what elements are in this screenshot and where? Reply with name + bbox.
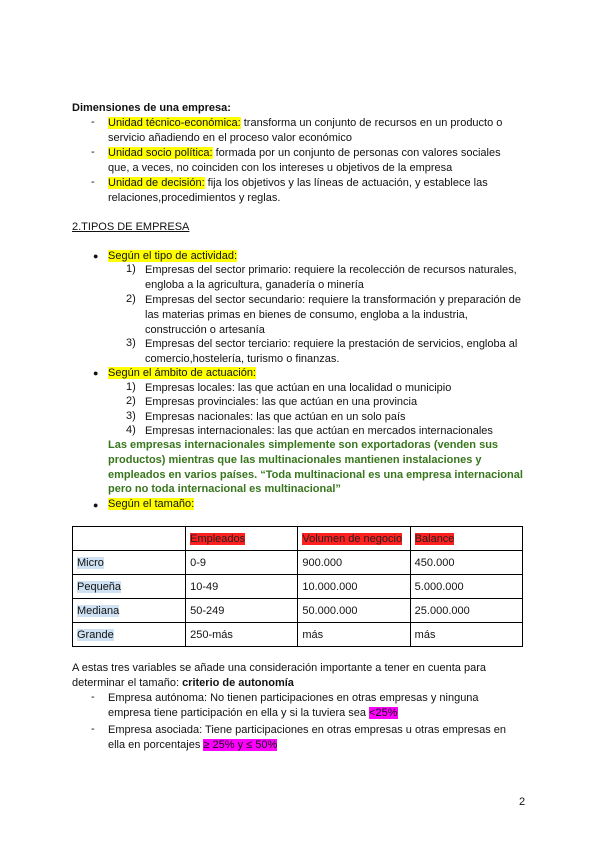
item-text: ella en porcentajes (108, 739, 204, 751)
list-item: Empresas locales: las que actúan en una localidad o municipio (145, 382, 452, 394)
header-label: Volumen de negocio (302, 532, 403, 545)
list-item: Empresas internacionales: las que actúan en mercados internacionales (145, 425, 493, 437)
row-label: Pequeña (77, 580, 122, 593)
list-item-continued (108, 706, 398, 721)
table-cell: 50.000.000 (298, 599, 410, 623)
green-note-line: pero no toda internacional es multinacional” (108, 483, 341, 495)
dash-bullet: - (91, 691, 95, 703)
list-item-continued: comercio,hostelería, turismo o finanzas. (145, 353, 340, 365)
green-note-line: Las empresas internacionales simplemente son exportadoras (venden sus (108, 439, 499, 451)
table-cell: 50-249 (186, 599, 298, 623)
table-cell: 900.000 (298, 551, 410, 575)
header-label: Empleados (190, 532, 246, 545)
list-item-continued: engloba a la agricultura, ganadería o minería (145, 279, 364, 291)
list-item: Empresa autónoma: No tienen participaciones en otras empresas y ninguna (108, 692, 479, 704)
dash-bullet: - (91, 146, 95, 158)
dash-bullet: - (91, 116, 95, 128)
table-header-cell (410, 527, 522, 551)
list-number: 3) (126, 410, 136, 422)
bullet-dot: ● (93, 368, 99, 378)
bullet-dot: ● (93, 251, 99, 261)
list-number: 3) (126, 337, 136, 349)
highlighted-term: Unidad socio política: (108, 147, 213, 159)
row-label-cell (73, 599, 186, 623)
item-text: fija los objetivos y las líneas de actuación, y establece las (204, 177, 488, 189)
list-number: 1) (126, 263, 136, 275)
paragraph-line (72, 676, 294, 691)
list-item-continued: las materias primas en bienes de consumo, engloba a la industria, (145, 309, 468, 321)
table-header-cell (298, 527, 410, 551)
table-cell: 5.000.000 (410, 575, 522, 599)
item-text-continued: relaciones,procedimientos y reglas. (108, 192, 281, 204)
row-label-cell (73, 575, 186, 599)
header-label: Balance (414, 532, 455, 545)
paragraph-line: A estas tres variables se añade una consideración importante a tener en cuenta para (72, 662, 486, 674)
row-label: Micro (77, 556, 104, 569)
table-cell: 0-9 (186, 551, 298, 575)
subsection-label (108, 366, 256, 381)
section-heading-tipos: 2.TIPOS DE EMPRESA (72, 221, 190, 233)
table-row (73, 623, 523, 647)
table-cell: 10.000.000 (298, 575, 410, 599)
list-item (108, 146, 501, 161)
list-item (108, 116, 502, 131)
list-number: 2) (126, 395, 136, 407)
table-header-cell (186, 527, 298, 551)
highlighted-label: Según el tipo de actividad: (108, 250, 238, 262)
row-label-cell (73, 551, 186, 575)
table-cell: más (410, 623, 522, 647)
table-cell: 450.000 (410, 551, 522, 575)
table-row (73, 551, 523, 575)
green-note-line: productos) mientras que las multinacionales mantienen instalaciones y (108, 454, 482, 466)
highlighted-term: Unidad técnico-económica: (108, 117, 241, 129)
highlighted-term: Unidad de decisión: (108, 177, 205, 189)
section-heading-dimensiones: Dimensiones de una empresa: (72, 102, 231, 114)
dash-bullet: - (91, 723, 95, 735)
highlighted-label: Según el ámbito de actuación: (108, 367, 256, 379)
highlighted-label: Según el tamaño: (108, 498, 195, 510)
list-number: 2) (126, 293, 136, 305)
item-text: empresa tiene participación en ella y si la tuviera sea (108, 707, 370, 719)
table-cell: 10-49 (186, 575, 298, 599)
green-note-line: empleados en varios países. “Toda multinacional es una empresa internacional (108, 469, 523, 481)
highlighted-value: <25% (369, 707, 398, 719)
table-cell: 250-más (186, 623, 298, 647)
table-row (73, 599, 523, 623)
table-header-cell (73, 527, 186, 551)
item-text-continued: que, a veces, no coinciden con los intereses u objetivos de la empresa (108, 162, 453, 174)
item-text-continued: servicio añadiendo en el proceso valor económico (108, 132, 352, 144)
row-label-cell (73, 623, 186, 647)
highlighted-value: ≥ 25% y ≤ 50% (203, 739, 278, 751)
bullet-dot: ● (93, 500, 99, 510)
page-number: 2 (519, 796, 526, 808)
paragraph-text: determinar el tamaño: (72, 677, 183, 689)
list-item: Empresas del sector primario: requiere la recolección de recursos naturales, (145, 264, 517, 276)
list-item: Empresa asociada: Tiene participaciones en otras empresas u otras empresas en (108, 724, 507, 736)
table-cell: 25.000.000 (410, 599, 522, 623)
item-text: transforma un conjunto de recursos en un producto o (240, 117, 503, 129)
subsection-label (108, 249, 237, 264)
row-label: Grande (77, 628, 114, 641)
list-number: 4) (126, 424, 136, 436)
table-header-row (73, 527, 523, 551)
list-number: 1) (126, 381, 136, 393)
list-item: Empresas del sector secundario: requiere la transformación y preparación de (145, 294, 522, 306)
table-row (73, 575, 523, 599)
dash-bullet: - (91, 176, 95, 188)
list-item (108, 176, 488, 191)
item-text: formada por un conjunto de personas con valores sociales (212, 147, 501, 159)
list-item: Empresas del sector terciario: requiere la prestación de servicios, engloba al (145, 338, 518, 350)
subsection-label (108, 497, 194, 512)
list-item-continued (108, 738, 277, 753)
list-item: Empresas provinciales: las que actúan en una provincia (145, 396, 418, 408)
table-cell: más (298, 623, 410, 647)
list-item: Empresas nacionales: las que actúan en un solo país (145, 411, 406, 423)
list-item-continued: construcción o artesanía (145, 324, 265, 336)
size-table (72, 526, 523, 647)
row-label: Mediana (77, 604, 120, 617)
bold-term: criterio de autonomía (182, 677, 294, 689)
